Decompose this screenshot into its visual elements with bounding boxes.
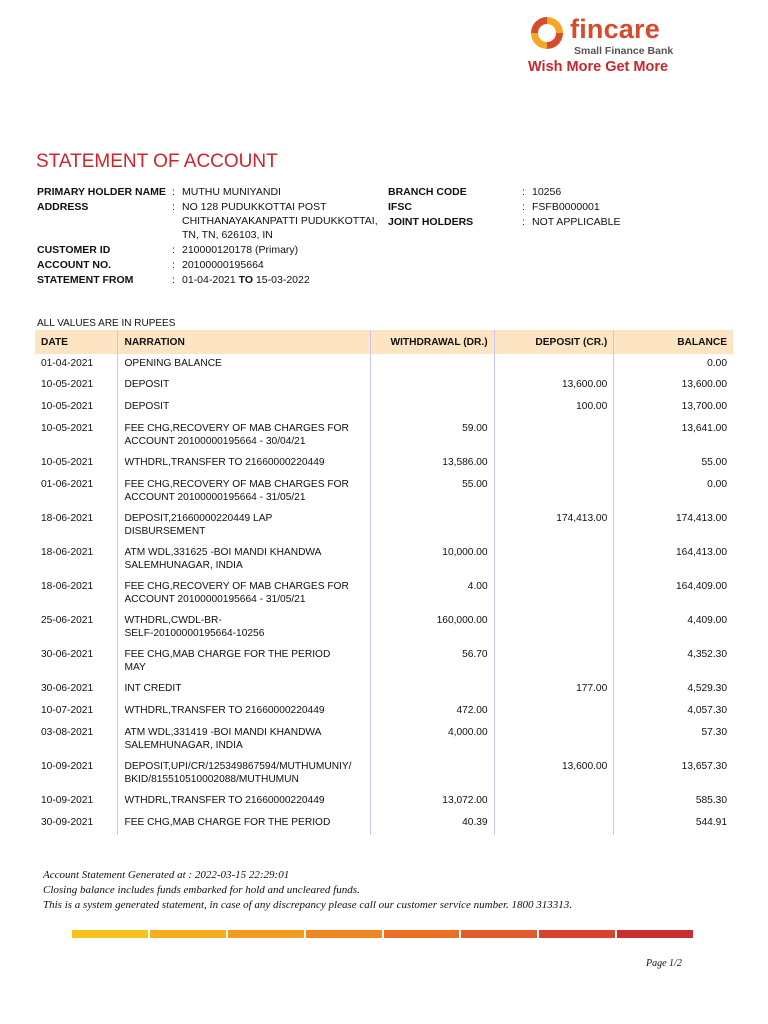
cell-deposit <box>494 611 614 645</box>
cell-narration <box>118 701 370 723</box>
cell-balance: 585.30 <box>614 791 733 813</box>
narration-line: WTHDRL,CWDL-BR- <box>124 615 222 626</box>
brand-tagline: Wish More Get More <box>528 59 669 75</box>
cell-balance: 55.00 <box>614 453 733 475</box>
customer-id-label: CUSTOMER ID <box>37 244 111 256</box>
narration-line: ACCOUNT 20100000195664 - 31/05/21 <box>124 491 306 503</box>
narration-line: ATM WDL,331419 -BOI MANDI KHANDWA <box>124 727 322 738</box>
statement-footer <box>43 868 572 913</box>
table-row <box>35 645 733 679</box>
table-row <box>35 453 733 475</box>
cell-balance: 13,641.00 <box>614 419 733 453</box>
narration-line: SELF-20100000195664-10256 <box>124 627 265 639</box>
cell-date: 10-05-2021 <box>35 375 118 397</box>
cell-date: 10-07-2021 <box>35 701 118 723</box>
cell-balance: 0.00 <box>614 354 733 375</box>
cell-narration <box>118 453 370 475</box>
ifsc-row: IFSC : FSFB0000001 <box>388 201 600 213</box>
narration-line: MAY <box>124 661 146 673</box>
cell-withdrawal: 4.00 <box>370 577 494 611</box>
narration-line: DEPOSIT <box>124 379 170 390</box>
color-stripe <box>72 930 695 938</box>
customer-id-value: 210000120178 (Primary) <box>182 244 299 256</box>
narration-line: OPENING BALANCE <box>124 358 222 369</box>
table-row <box>35 475 733 509</box>
cell-date: 03-08-2021 <box>35 723 118 757</box>
address-row: ADDRESS : NO 128 PUDUKKOTTAI POST CHITHANAYAKANPATTI PUDUKKOTTAI, TN, TN, 626103, IN <box>37 200 392 242</box>
narration-line: WTHDRL,TRANSFER TO 21660000220449 <box>124 795 325 806</box>
narration-line: FEE CHG,RECOVERY OF MAB CHARGES FOR <box>124 479 349 490</box>
cell-deposit <box>494 475 614 509</box>
table-row <box>35 397 733 419</box>
cell-date: 10-09-2021 <box>35 757 118 791</box>
cell-balance: 174,413.00 <box>614 509 733 543</box>
branch-code-row: BRANCH CODE : 10256 <box>388 186 562 198</box>
cell-withdrawal: 55.00 <box>370 475 494 509</box>
page-title: STATEMENT OF ACCOUNT <box>36 151 278 172</box>
cell-narration <box>118 354 370 375</box>
table-row <box>35 419 733 453</box>
narration-line: DEPOSIT,21660000220449 LAP <box>124 513 273 524</box>
statement-period: 01-04-2021 TO 15-03-2022 <box>182 274 310 286</box>
cell-deposit: 13,600.00 <box>494 757 614 791</box>
brand-subtitle: Small Finance Bank <box>574 45 674 57</box>
closing-note: Closing balance includes funds embarked for hold and uncleared funds. <box>43 884 360 896</box>
cell-withdrawal: 10,000.00 <box>370 543 494 577</box>
account-no-value: 20100000195664 <box>182 259 264 271</box>
branch-details <box>388 185 621 230</box>
table-row <box>35 611 733 645</box>
cell-balance: 4,409.00 <box>614 611 733 645</box>
stripe-segment <box>72 930 148 938</box>
stripe-segment <box>384 930 460 938</box>
cell-balance: 13,700.00 <box>614 397 733 419</box>
stripe-segment <box>150 930 226 938</box>
cell-date: 10-05-2021 <box>35 397 118 419</box>
system-note: This is a system generated statement, in case of any discrepancy please call our customer service number. 1800 313313. <box>43 899 573 911</box>
cell-deposit <box>494 813 614 835</box>
cell-date: 18-06-2021 <box>35 543 118 577</box>
cell-deposit <box>494 791 614 813</box>
cell-balance: 4,057.30 <box>614 701 733 723</box>
cell-balance: 0.00 <box>614 475 733 509</box>
address-value: NO 128 PUDUKKOTTAI POST CHITHANAYAKANPATTI PUDUKKOTTAI, TN, TN, 626103, IN <box>182 201 378 241</box>
narration-line: WTHDRL,TRANSFER TO 21660000220449 <box>124 705 325 716</box>
cell-narration <box>118 577 370 611</box>
cell-narration <box>118 611 370 645</box>
cell-withdrawal <box>370 757 494 791</box>
cell-balance: 13,657.30 <box>614 757 733 791</box>
cell-deposit <box>494 453 614 475</box>
cell-deposit <box>494 419 614 453</box>
cell-deposit: 174,413.00 <box>494 509 614 543</box>
cell-withdrawal: 472.00 <box>370 701 494 723</box>
joint-holders-value: NOT APPLICABLE <box>532 216 621 228</box>
account-no-label: ACCOUNT NO. <box>37 259 112 271</box>
cell-date: 01-04-2021 <box>35 354 118 375</box>
narration-line: DEPOSIT <box>124 401 170 412</box>
cell-withdrawal: 13,586.00 <box>370 453 494 475</box>
table-row <box>35 813 733 835</box>
cell-deposit: 177.00 <box>494 679 614 701</box>
cell-balance: 164,413.00 <box>614 543 733 577</box>
narration-line: FEE CHG,RECOVERY OF MAB CHARGES FOR <box>124 423 349 434</box>
cell-date: 18-06-2021 <box>35 577 118 611</box>
narration-line: WTHDRL,TRANSFER TO 21660000220449 <box>124 457 325 468</box>
transactions-table <box>35 330 733 835</box>
cell-narration <box>118 543 370 577</box>
cell-deposit <box>494 701 614 723</box>
joint-holders-row: JOINT HOLDERS : NOT APPLICABLE <box>388 216 621 228</box>
cell-deposit <box>494 723 614 757</box>
cell-balance: 544.91 <box>614 813 733 835</box>
address-label: ADDRESS <box>37 201 89 213</box>
cell-narration <box>118 679 370 701</box>
primary-holder-row: PRIMARY HOLDER NAME : MUTHU MUNIYANDI <box>37 185 392 199</box>
stripe-segment <box>539 930 615 938</box>
statement-from-row: STATEMENT FROM : 01-04-2021 TO 15-03-2022 <box>37 273 392 287</box>
table-row <box>35 791 733 813</box>
narration-line: SALEMHUNAGAR, INDIA <box>124 559 243 571</box>
primary-holder-label: PRIMARY HOLDER NAME <box>37 186 166 198</box>
cell-deposit: 13,600.00 <box>494 375 614 397</box>
cell-balance: 4,529.30 <box>614 679 733 701</box>
narration-line: SALEMHUNAGAR, INDIA <box>124 739 243 751</box>
holder-details <box>37 185 392 288</box>
narration-line: FEE CHG,MAB CHARGE FOR THE PERIOD <box>124 649 331 660</box>
narration-line: ACCOUNT 20100000195664 - 30/04/21 <box>124 435 306 447</box>
cell-narration <box>118 757 370 791</box>
brand-name: fincare <box>570 14 660 44</box>
cell-narration <box>118 791 370 813</box>
cell-date: 30-09-2021 <box>35 813 118 835</box>
header-narration: NARRATION <box>118 330 370 354</box>
cell-date: 10-05-2021 <box>35 419 118 453</box>
cell-deposit <box>494 577 614 611</box>
table-row <box>35 354 733 375</box>
fincare-swirl-icon <box>528 14 566 52</box>
table-row <box>35 757 733 791</box>
cell-date: 18-06-2021 <box>35 509 118 543</box>
cell-withdrawal: 56.70 <box>370 645 494 679</box>
stripe-segment <box>306 930 382 938</box>
header-date: DATE <box>35 330 118 354</box>
stripe-segment <box>461 930 537 938</box>
cell-narration <box>118 509 370 543</box>
narration-line: ATM WDL,331625 -BOI MANDI KHANDWA <box>124 547 322 558</box>
primary-holder-value: MUTHU MUNIYANDI <box>182 186 281 198</box>
cell-date: 10-05-2021 <box>35 453 118 475</box>
cell-deposit <box>494 543 614 577</box>
header-withdrawal: WITHDRAWAL (DR.) <box>370 330 494 354</box>
cell-withdrawal: 13,072.00 <box>370 791 494 813</box>
stripe-segment <box>228 930 304 938</box>
fincare-logo <box>528 14 698 80</box>
cell-balance: 13,600.00 <box>614 375 733 397</box>
cell-date: 30-06-2021 <box>35 679 118 701</box>
narration-line: DEPOSIT,UPI/CR/125349867594/MUTHUMUNIY/ <box>124 761 352 772</box>
stripe-segment <box>617 930 693 938</box>
statement-from-label: STATEMENT FROM <box>37 274 134 286</box>
table-row <box>35 701 733 723</box>
header-balance: BALANCE <box>614 330 733 354</box>
branch-code-label: BRANCH CODE <box>388 186 467 198</box>
cell-deposit <box>494 354 614 375</box>
cell-narration <box>118 645 370 679</box>
cell-deposit <box>494 645 614 679</box>
cell-date: 01-06-2021 <box>35 475 118 509</box>
cell-narration <box>118 475 370 509</box>
table-row <box>35 679 733 701</box>
table-header-row <box>35 330 733 354</box>
table-row <box>35 375 733 397</box>
narration-line: BKID/815510510002088/MUTHUMUN <box>124 773 299 785</box>
cell-withdrawal: 4,000.00 <box>370 723 494 757</box>
values-note: ALL VALUES ARE IN RUPEES <box>37 318 176 329</box>
cell-withdrawal: 40.39 <box>370 813 494 835</box>
table-row <box>35 543 733 577</box>
cell-narration <box>118 419 370 453</box>
account-no-row: ACCOUNT NO. : 20100000195664 <box>37 258 392 272</box>
cell-withdrawal <box>370 509 494 543</box>
narration-line: INT CREDIT <box>124 683 182 694</box>
cell-withdrawal: 160,000.00 <box>370 611 494 645</box>
joint-holders-label: JOINT HOLDERS <box>388 216 474 228</box>
table-row <box>35 723 733 757</box>
generated-at: Account Statement Generated at : 2022-03-15 22:29:01 <box>43 869 290 881</box>
cell-date: 10-09-2021 <box>35 791 118 813</box>
ifsc-value: FSFB0000001 <box>532 201 600 213</box>
cell-withdrawal <box>370 679 494 701</box>
narration-line: DISBURSEMENT <box>124 525 206 537</box>
cell-withdrawal <box>370 397 494 419</box>
cell-withdrawal: 59.00 <box>370 419 494 453</box>
cell-balance: 4,352.30 <box>614 645 733 679</box>
cell-narration <box>118 375 370 397</box>
cell-withdrawal <box>370 375 494 397</box>
cell-narration <box>118 397 370 419</box>
cell-narration <box>118 723 370 757</box>
branch-code-value: 10256 <box>532 186 562 198</box>
ifsc-label: IFSC <box>388 201 412 213</box>
cell-balance: 164,409.00 <box>614 577 733 611</box>
narration-line: FEE CHG,MAB CHARGE FOR THE PERIOD <box>124 817 331 828</box>
cell-narration <box>118 813 370 835</box>
narration-line: FEE CHG,RECOVERY OF MAB CHARGES FOR <box>124 581 349 592</box>
cell-balance: 57.30 <box>614 723 733 757</box>
header-deposit: DEPOSIT (CR.) <box>494 330 614 354</box>
table-row <box>35 577 733 611</box>
customer-id-row: CUSTOMER ID : 210000120178 (Primary) <box>37 243 392 257</box>
page-number: Page 1/2 <box>646 958 682 969</box>
narration-line: ACCOUNT 20100000195664 - 31/05/21 <box>124 593 306 605</box>
cell-withdrawal <box>370 354 494 375</box>
table-row <box>35 509 733 543</box>
cell-date: 25-06-2021 <box>35 611 118 645</box>
cell-date: 30-06-2021 <box>35 645 118 679</box>
cell-deposit: 100.00 <box>494 397 614 419</box>
